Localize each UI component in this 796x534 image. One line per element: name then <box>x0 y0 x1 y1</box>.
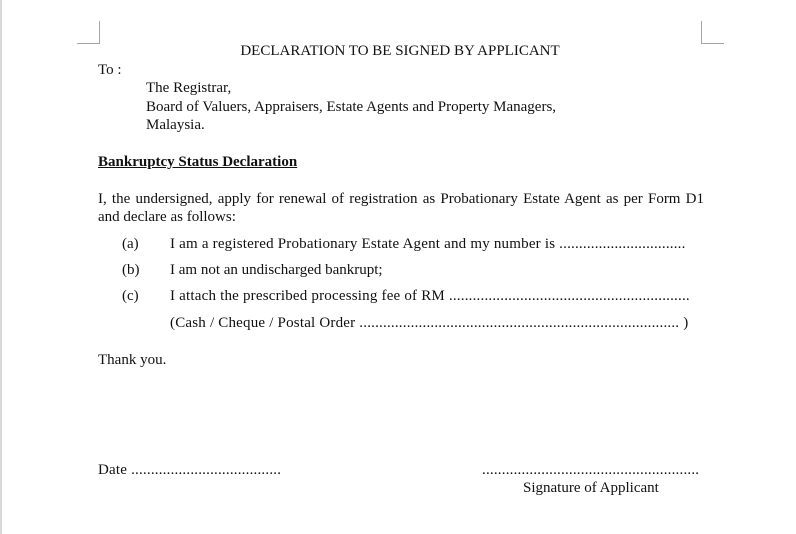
item-a-text: I am a registered Probationary Estate Agent and my number is ................................ <box>170 236 686 252</box>
intro-paragraph: I, the undersigned, apply for renewal of registration as Probationary Estate Agent as per Form D1 and declare as follows: <box>98 191 704 225</box>
item-a-marker: (a) <box>122 236 139 252</box>
item-b-text: I am not an undischarged bankrupt; <box>170 262 383 278</box>
signature-line: ....................................................... <box>482 462 700 478</box>
document-title: DECLARATION TO BE SIGNED BY APPLICANT <box>240 43 560 59</box>
address-line-country: Malaysia. <box>146 117 205 133</box>
address-line-registrar: The Registrar, <box>146 80 232 96</box>
section-heading: Bankruptcy Status Declaration <box>98 154 298 170</box>
crop-mark-top-left <box>77 21 100 44</box>
crop-mark-top-right <box>701 21 724 44</box>
item-c-payment-method: (Cash / Cheque / Postal Order ................................................................................. ) <box>170 315 689 331</box>
to-label: To : <box>98 62 122 78</box>
item-c-marker: (c) <box>122 288 139 304</box>
item-c-text: I attach the prescribed processing fee of RM ............................................................. <box>170 288 690 304</box>
signature-label: Signature of Applicant <box>523 480 659 496</box>
address-line-board: Board of Valuers, Appraisers, Estate Agents and Property Managers, <box>146 99 557 115</box>
date-field: Date ...................................... <box>98 462 282 478</box>
page-edge <box>0 0 2 534</box>
closing-text: Thank you. <box>98 352 167 368</box>
item-b-marker: (b) <box>122 262 140 278</box>
